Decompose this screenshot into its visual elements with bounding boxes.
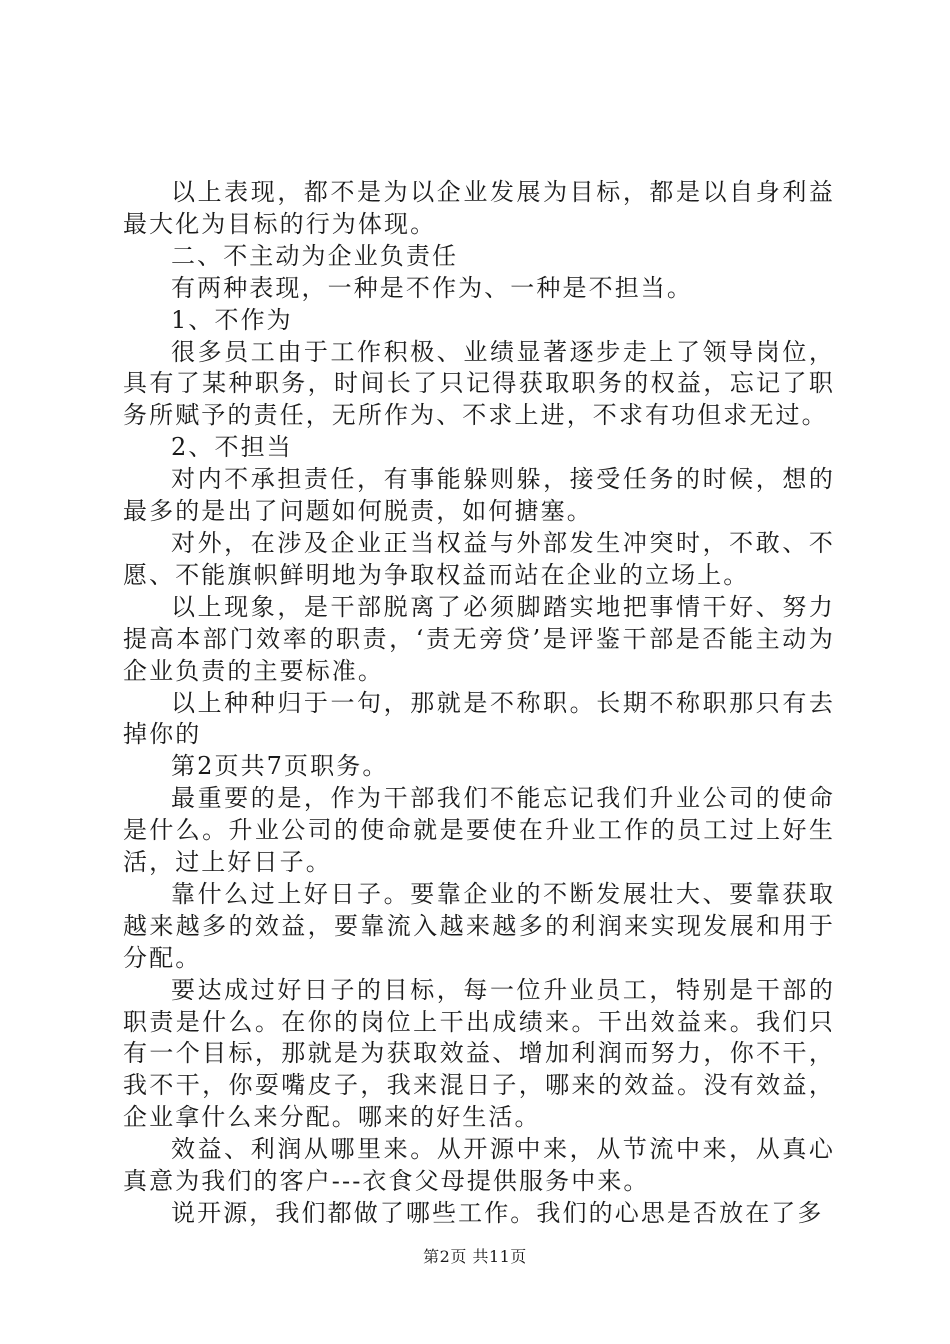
paragraph: 效益、利润从哪里来。从开源中来，从节流中来，从真心真意为我们的客户---衣食父母提供服务中来。 bbox=[123, 1135, 835, 1196]
paragraph: 对内不承担责任，有事能躲则躲，接受任务的时候，想的最多的是出了问题如何脱责，如何搪塞。 bbox=[123, 465, 835, 526]
page-footer: 第2页 共11页 bbox=[423, 1247, 527, 1266]
paragraph: 最重要的是，作为干部我们不能忘记我们升业公司的使命是什么。升业公司的使命就是要使在升业工作的员工过上好生活，过上好日子。 bbox=[123, 784, 835, 877]
subsection-heading: 1、不作为 bbox=[171, 305, 293, 334]
paragraph: 以上种种归于一句，那就是不称职。长期不称职那只有去掉你的 bbox=[123, 688, 835, 749]
document-body bbox=[123, 177, 835, 1230]
paragraph: 对外，在涉及企业正当权益与外部发生冲突时，不敢、不愿、不能旗帜鲜明地为争取权益而站在企业的立场上。 bbox=[123, 528, 835, 589]
paragraph: 第2页共7页职务。 bbox=[171, 752, 389, 781]
paragraph: 要达成过好日子的目标，每一位升业员工，特别是干部的职责是什么。在你的岗位上干出成绩来。干出效益来。我们只有一个目标，那就是为获取效益、增加利润而努力，你不干，我不干，你耍嘴皮子，我来混日子，哪来的效益。没有效益，企业拿什么来分配。哪来的好生活。 bbox=[123, 975, 835, 1132]
paragraph: 说开源，我们都做了哪些工作。我们的心思是否放在了多 bbox=[171, 1199, 824, 1227]
paragraph: 有两种表现，一种是不作为、一种是不担当。 bbox=[171, 273, 693, 302]
paragraph: 以上表现，都不是为以企业发展为目标，都是以自身利益最大化为目标的行为体现。 bbox=[123, 178, 835, 238]
paragraph: 以上现象，是干部脱离了必须脚踏实地把事情干好、努力提高本部门效率的职责，‘责无旁贷’是评鉴干部是否能主动为企业负责的主要标准。 bbox=[123, 592, 835, 685]
subsection-heading: 2、不担当 bbox=[171, 433, 293, 462]
paragraph: 很多员工由于工作积极、业绩显著逐步走上了领导岗位，具有了某种职务，时间长了只记得获取职务的权益，忘记了职务所赋予的责任，无所作为、不求上进，不求有功但求无过。 bbox=[123, 337, 835, 430]
section-heading: 二、不主动为企业负责任 bbox=[171, 241, 459, 270]
paragraph: 靠什么过上好日子。要靠企业的不断发展壮大、要靠获取越来越多的效益，要靠流入越来越多的利润来实现发展和用于分配。 bbox=[123, 879, 835, 972]
